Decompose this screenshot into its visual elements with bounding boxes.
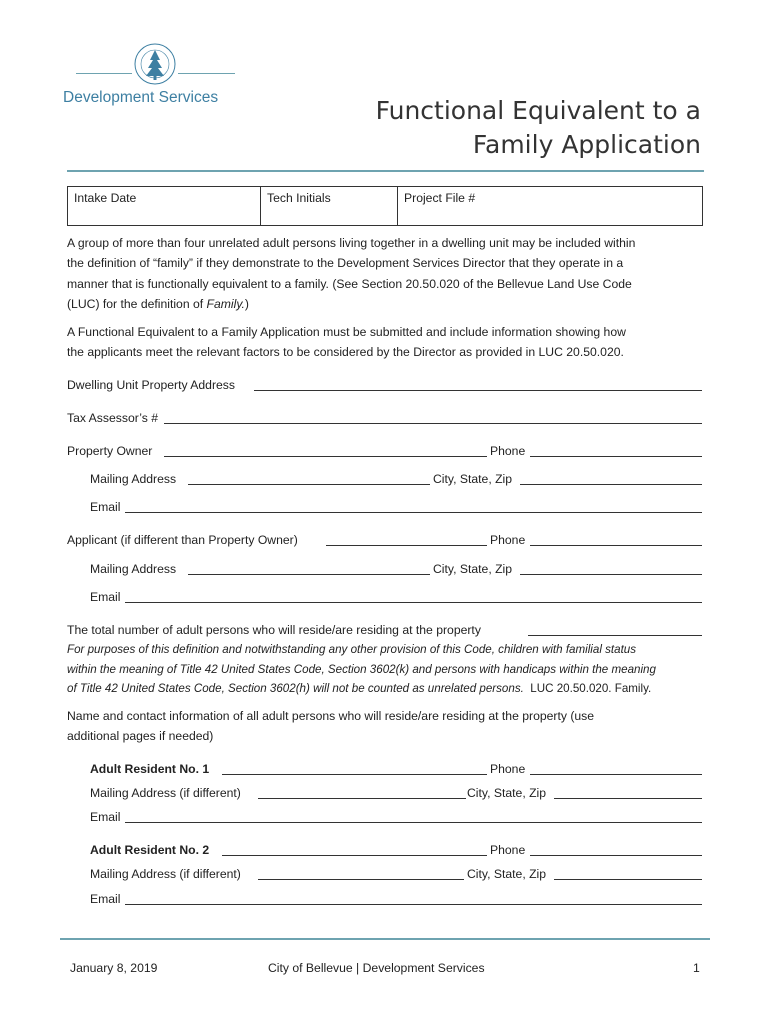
header-divider bbox=[67, 170, 704, 172]
residents-intro bbox=[67, 706, 707, 747]
intro-line: A group of more than four unrelated adult persons living together in a dwelling unit may be included within bbox=[67, 236, 636, 250]
resident-2-email-field[interactable] bbox=[125, 891, 702, 905]
footer-org: City of Bellevue | Development Services bbox=[268, 961, 485, 975]
property-owner-label: Property Owner bbox=[67, 444, 153, 458]
disclaimer-reference: LUC 20.50.020. Family. bbox=[530, 682, 652, 695]
resident-2-name-field[interactable] bbox=[222, 842, 487, 856]
resident-1-mailing-label: Mailing Address (if different) bbox=[90, 786, 241, 800]
residents-intro-line: additional pages if needed) bbox=[67, 729, 214, 744]
disclaimer-line bbox=[67, 679, 707, 699]
intro-text: (LUC) for the definition of bbox=[67, 296, 207, 311]
tech-initials-cell[interactable]: Tech Initials bbox=[261, 187, 398, 226]
logo-right-rule bbox=[178, 73, 235, 74]
resident-1-mailing-field[interactable] bbox=[258, 785, 466, 799]
resident-2-mailing-label: Mailing Address (if different) bbox=[90, 867, 241, 881]
footer-divider bbox=[60, 938, 710, 940]
intro-line: manner that is functionally equivalent to a family. (See Section 20.50.020 of the Bellevue Land Use Code bbox=[67, 276, 632, 291]
intro-text: ) bbox=[244, 296, 249, 311]
intake-date-cell[interactable]: Intake Date bbox=[68, 187, 261, 226]
disclaimer bbox=[67, 640, 707, 699]
page-number: 1 bbox=[693, 961, 700, 975]
resident-1-label: Adult Resident No. 1 bbox=[90, 762, 210, 776]
applicant-label: Applicant (if different than Property Owner) bbox=[67, 533, 298, 547]
intro-line bbox=[67, 294, 707, 314]
intake-table bbox=[67, 186, 703, 226]
resident-2-phone-field[interactable] bbox=[530, 842, 702, 856]
owner-email-label: Email bbox=[90, 500, 121, 514]
applicant-city-label: City, State, Zip bbox=[433, 562, 513, 576]
owner-city-field[interactable] bbox=[520, 471, 702, 485]
intro-line: the definition of “family” if they demonstrate to the Development Services Director that they operate in a bbox=[67, 256, 624, 271]
intro-line: A Functional Equivalent to a Family Application must be submitted and include information showing how bbox=[67, 325, 626, 339]
residents-intro-line: Name and contact information of all adult persons who will reside/are residing at the property (use bbox=[67, 709, 595, 723]
owner-mailing-field[interactable] bbox=[188, 471, 430, 485]
intro-family-italic: Family. bbox=[206, 296, 245, 311]
property-owner-field[interactable] bbox=[164, 443, 487, 457]
resident-1-phone-field[interactable] bbox=[530, 761, 702, 775]
page-title bbox=[281, 94, 701, 162]
applicant-mailing-label: Mailing Address bbox=[90, 562, 177, 576]
project-file-cell[interactable]: Project File # bbox=[398, 187, 703, 226]
resident-1-name-field[interactable] bbox=[222, 761, 487, 775]
owner-phone-field[interactable] bbox=[530, 443, 702, 457]
title-line-1: Functional Equivalent to a bbox=[375, 96, 701, 125]
resident-2-label: Adult Resident No. 2 bbox=[90, 843, 210, 857]
resident-2-city-field[interactable] bbox=[554, 866, 702, 880]
applicant-city-field[interactable] bbox=[520, 561, 702, 575]
intro-paragraph-2 bbox=[67, 322, 707, 363]
applicant-email-label: Email bbox=[90, 590, 121, 604]
intro-line: the applicants meet the relevant factors to be considered by the Director as provided in LUC 20.50.020. bbox=[67, 345, 624, 360]
owner-email-field[interactable] bbox=[125, 499, 702, 513]
title-line-2: Family Application bbox=[472, 130, 701, 159]
tax-assessor-field[interactable] bbox=[164, 410, 702, 424]
resident-2-mailing-field[interactable] bbox=[258, 866, 464, 880]
intro-paragraph-1 bbox=[67, 233, 707, 314]
city-seal-icon bbox=[133, 40, 177, 88]
resident-1-city-label: City, State, Zip bbox=[467, 786, 547, 800]
logo-left-rule bbox=[76, 73, 132, 74]
resident-2-email-label: Email bbox=[90, 892, 121, 906]
dwelling-address-field[interactable] bbox=[254, 377, 702, 391]
resident-1-phone-label: Phone bbox=[490, 762, 526, 776]
total-adults-label: The total number of adult persons who will reside/are residing at the property bbox=[67, 623, 481, 637]
resident-1-email-label: Email bbox=[90, 810, 121, 824]
total-adults-field[interactable] bbox=[528, 622, 702, 636]
applicant-mailing-field[interactable] bbox=[188, 561, 430, 575]
org-name: Development Services bbox=[63, 89, 219, 106]
disclaimer-line: For purposes of this definition and notwithstanding any other provision of this Code, children with familial status bbox=[67, 643, 637, 656]
disclaimer-line: within the meaning of Title 42 United States Code, Section 3602(k) and persons with handicaps within the meaning bbox=[67, 662, 656, 676]
footer-date: January 8, 2019 bbox=[70, 961, 158, 975]
resident-1-city-field[interactable] bbox=[554, 785, 702, 799]
dwelling-address-label: Dwelling Unit Property Address bbox=[67, 378, 235, 392]
applicant-field[interactable] bbox=[326, 532, 487, 546]
resident-1-email-field[interactable] bbox=[125, 809, 702, 823]
owner-mailing-label: Mailing Address bbox=[90, 472, 177, 486]
disclaimer-text: of Title 42 United States Code, Section 3602(h) will not be counted as unrelated persons. bbox=[67, 682, 524, 695]
applicant-phone-field[interactable] bbox=[530, 532, 702, 546]
owner-phone-label: Phone bbox=[490, 444, 526, 458]
resident-2-city-label: City, State, Zip bbox=[467, 867, 547, 881]
applicant-email-field[interactable] bbox=[125, 589, 702, 603]
resident-2-phone-label: Phone bbox=[490, 843, 526, 857]
applicant-phone-label: Phone bbox=[490, 533, 526, 547]
owner-city-label: City, State, Zip bbox=[433, 472, 513, 486]
tax-assessor-label: Tax Assessor’s # bbox=[67, 411, 158, 425]
